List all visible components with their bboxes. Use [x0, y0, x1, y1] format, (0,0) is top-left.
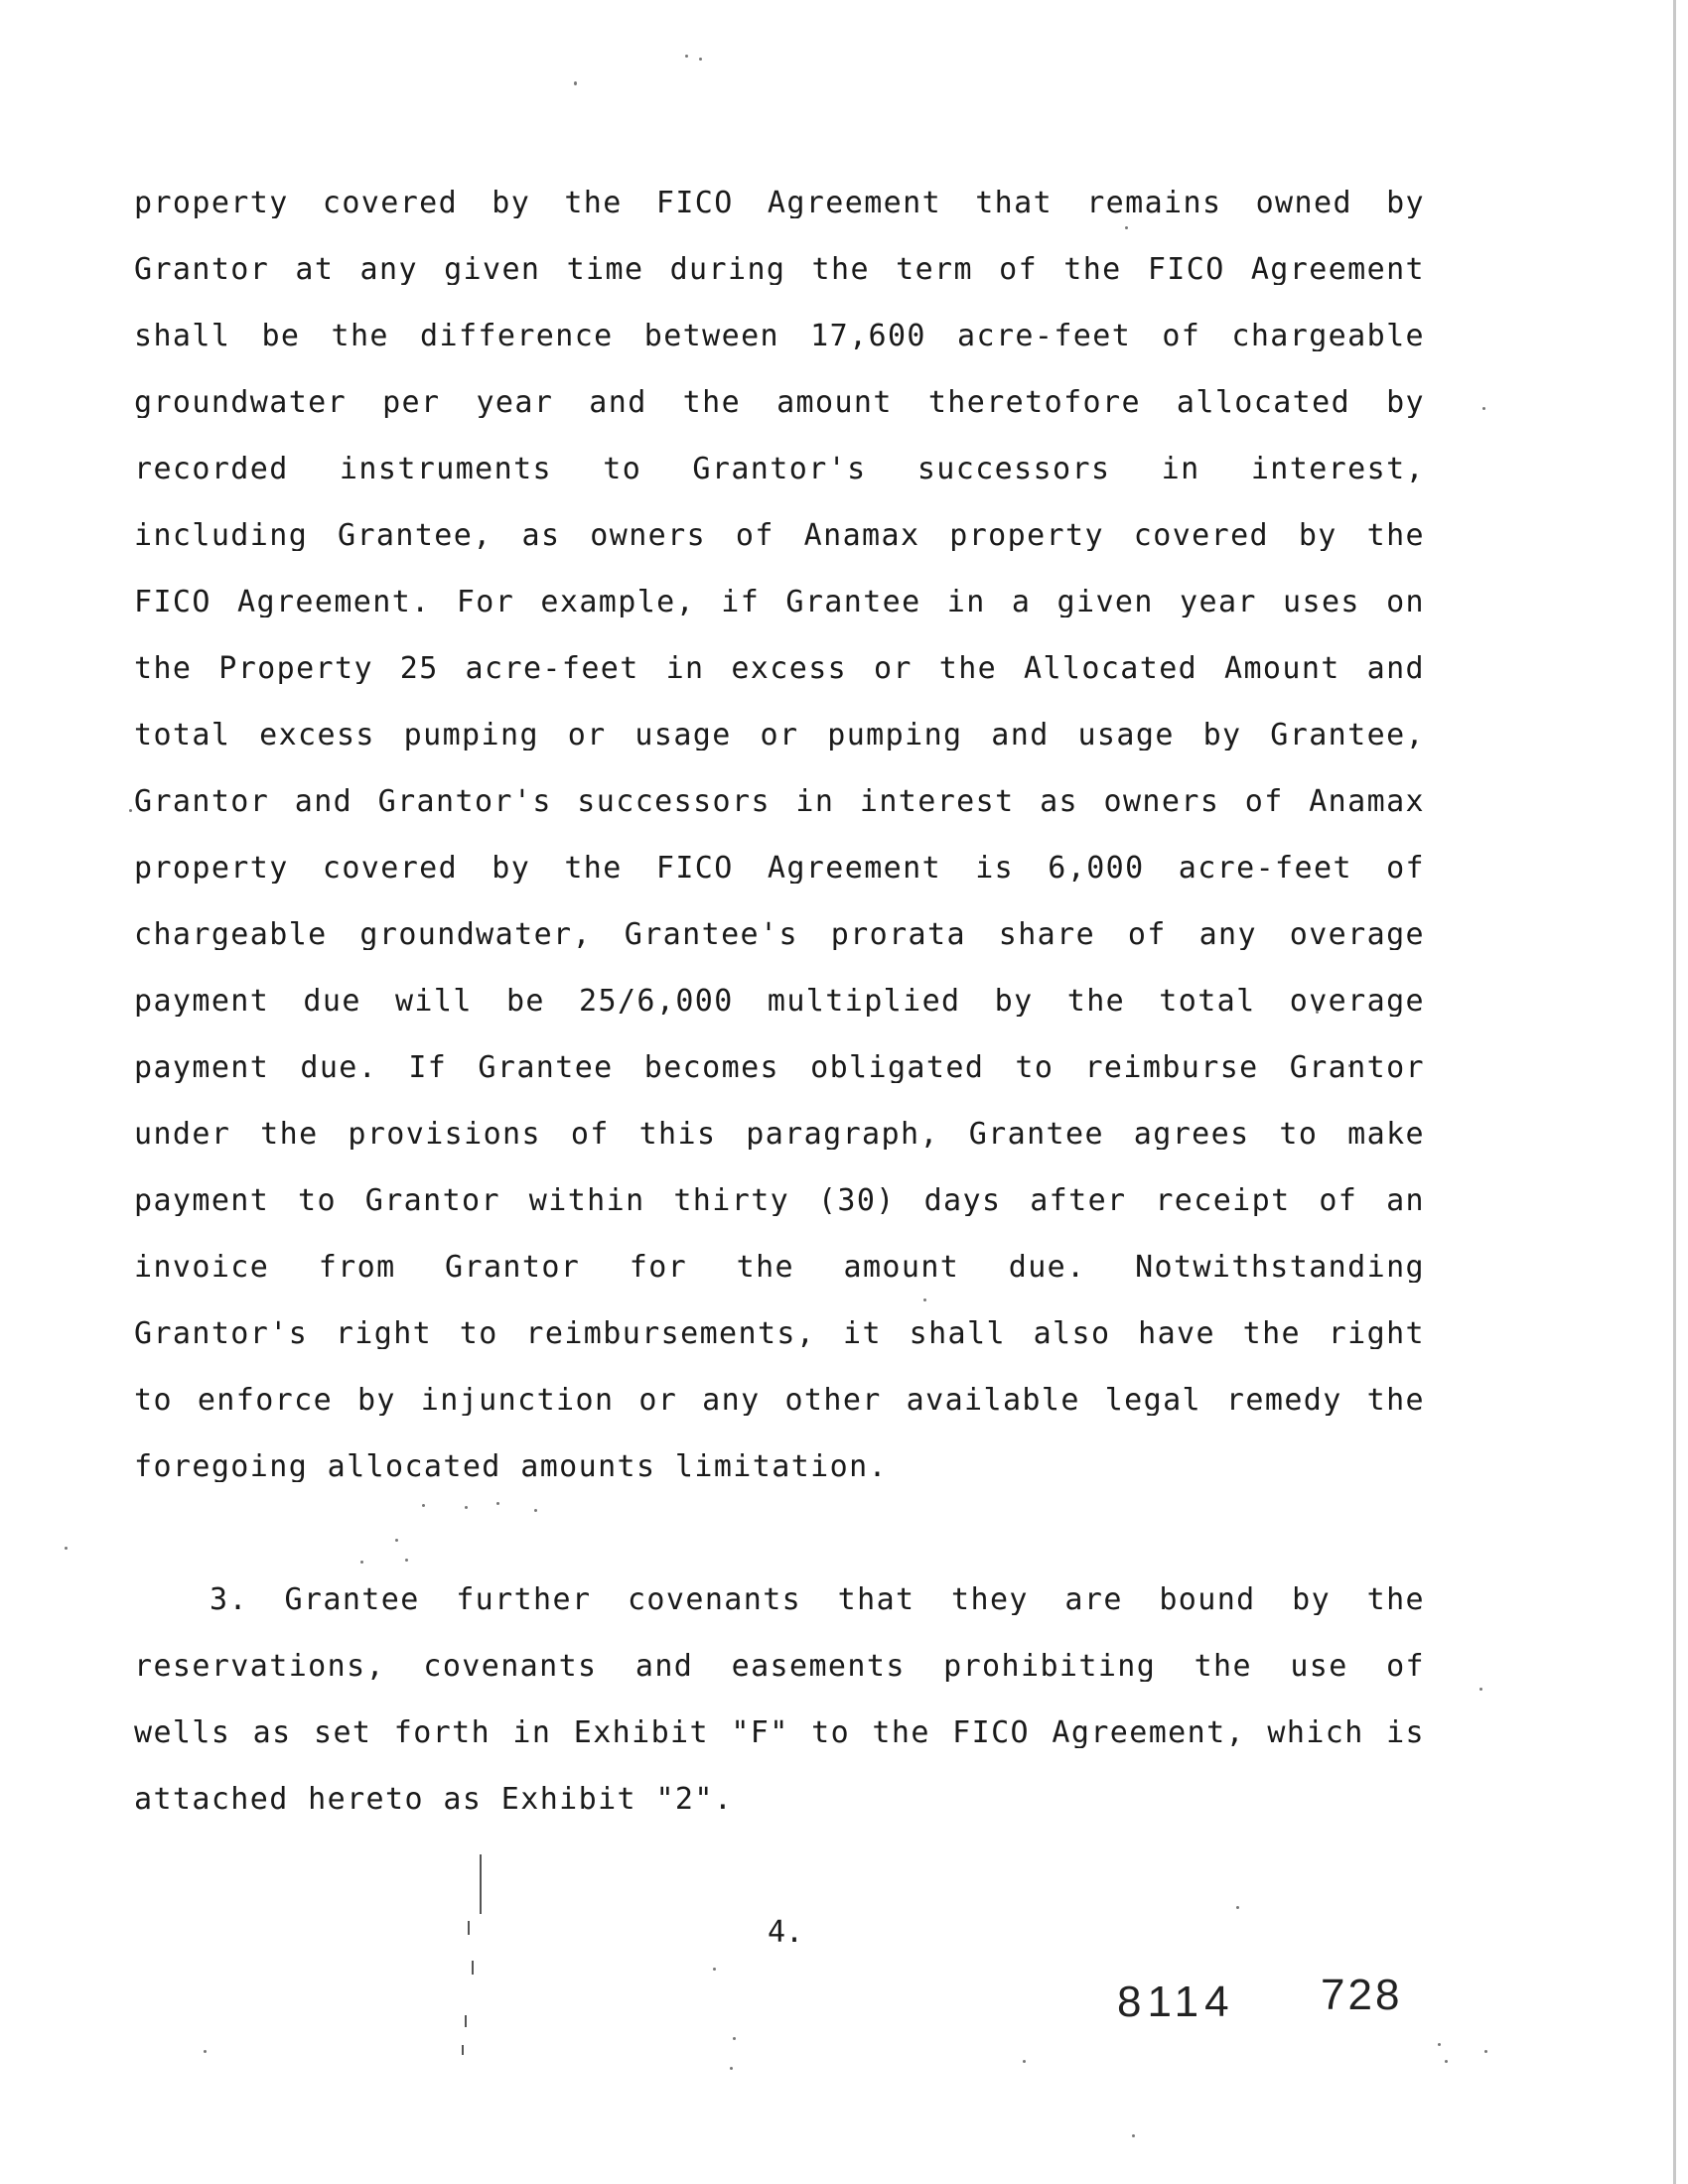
- scan-speck: [923, 1298, 926, 1301]
- body-text-line: to enforce by injunction or any other available legal remedy the: [134, 1386, 1425, 1416]
- paragraph-3-line: 3. Grantee further covenants that they are bound by the: [210, 1585, 1425, 1615]
- scan-speck: [422, 1504, 425, 1507]
- scan-speck: [1484, 2050, 1487, 2053]
- scan-speck: [1236, 1906, 1239, 1909]
- scan-speck: [534, 1509, 537, 1512]
- body-text-line: Grantor's right to reimbursements, it shall also have the right: [134, 1319, 1425, 1349]
- body-text-line: including Grantee, as owners of Anamax property covered by the: [134, 521, 1425, 551]
- page-number: 4.: [768, 1915, 804, 1950]
- scan-speck: [395, 1539, 398, 1542]
- scan-speck: [1479, 1688, 1482, 1691]
- scan-speck: [574, 81, 577, 85]
- scan-speck: [65, 1547, 68, 1550]
- scan-speck: [733, 2037, 736, 2040]
- scan-speck: [1438, 2043, 1441, 2046]
- scan-speck: [1132, 2134, 1135, 2137]
- scan-mark: [472, 1961, 474, 1975]
- scan-speck: [713, 1968, 716, 1971]
- scan-speck: [360, 1561, 363, 1564]
- scan-speck: [204, 2050, 207, 2053]
- body-text-line: payment due will be 25/6,000 multiplied by the total overage: [134, 987, 1425, 1017]
- body-text-line: property covered by the FICO Agreement is 6,000 acre-feet of: [134, 854, 1425, 884]
- scan-mark: [468, 1921, 470, 1935]
- scan-speck: [1482, 407, 1485, 410]
- body-text-line: payment to Grantor within thirty (30) days after receipt of an: [134, 1186, 1425, 1216]
- body-text-line: payment due. If Grantee becomes obligated to reimburse Grantor: [134, 1053, 1425, 1083]
- body-text-line: FICO Agreement. For example, if Grantee in a given year uses on: [134, 588, 1425, 617]
- body-text-line: foregoing allocated amounts limitation.: [134, 1452, 888, 1482]
- body-text-line: total excess pumping or usage or pumping and usage by Grantee,: [134, 721, 1425, 751]
- paragraph-3-line: attached hereto as Exhibit "2".: [134, 1785, 734, 1815]
- scan-mark: [465, 2015, 467, 2027]
- scan-speck: [699, 58, 702, 61]
- scan-speck: [1023, 2060, 1026, 2063]
- paragraph-3-line: wells as set forth in Exhibit "F" to the FICO Agreement, which is: [134, 1718, 1425, 1748]
- body-text-line: invoice from Grantor for the amount due. Notwithstanding: [134, 1253, 1425, 1283]
- scan-edge: [1673, 0, 1676, 2184]
- scan-speck: [730, 2067, 733, 2070]
- scan-mark: [462, 2045, 464, 2055]
- body-text-line: property covered by the FICO Agreement that remains owned by: [134, 189, 1425, 218]
- body-text-line: recorded instruments to Grantor's successors in interest,: [134, 455, 1425, 484]
- scan-speck: [129, 809, 132, 812]
- scan-speck: [496, 1502, 499, 1505]
- scan-speck: [1445, 2060, 1448, 2063]
- recording-page-number: 728: [1321, 1971, 1403, 2019]
- body-text-line: under the provisions of this paragraph, Grantee agrees to make: [134, 1120, 1425, 1150]
- body-text-line: groundwater per year and the amount theretofore allocated by: [134, 388, 1425, 418]
- body-text-line: shall be the difference between 17,600 acre-feet of chargeable: [134, 322, 1425, 351]
- scan-mark: [480, 1854, 482, 1914]
- body-text-line: chargeable groundwater, Grantee's prorata share of any overage: [134, 920, 1425, 950]
- body-text-line: Grantor at any given time during the term of the FICO Agreement: [134, 255, 1425, 285]
- body-text-line: Grantor and Grantor's successors in interest as owners of Anamax: [134, 787, 1425, 817]
- recording-book-number: 8114: [1117, 1978, 1235, 2026]
- scan-speck: [405, 1559, 408, 1562]
- scan-speck: [1125, 226, 1128, 229]
- paragraph-3-line: reservations, covenants and easements prohibiting the use of: [134, 1652, 1425, 1682]
- body-text-line: the Property 25 acre-feet in excess or the Allocated Amount and: [134, 654, 1425, 684]
- scan-speck: [685, 55, 688, 58]
- scan-speck: [465, 1506, 468, 1509]
